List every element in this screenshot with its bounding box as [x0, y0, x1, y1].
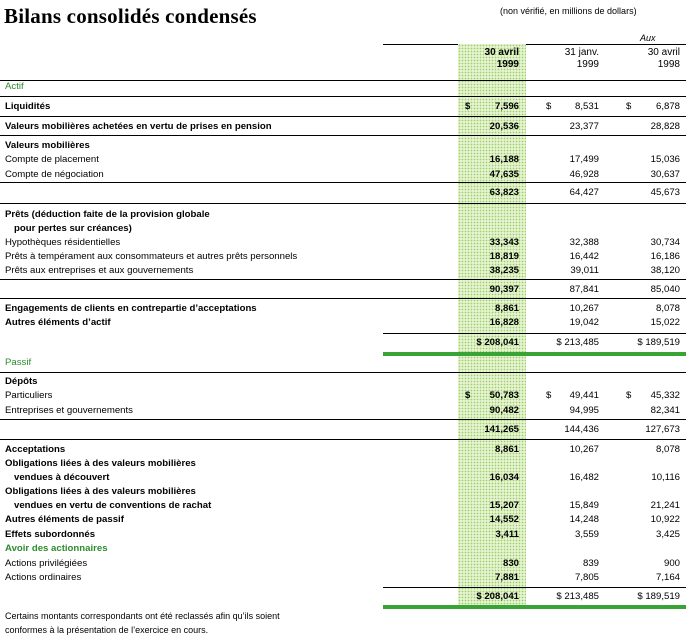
cell-value: 8,861: [494, 303, 519, 314]
cell-value: 14,552: [489, 514, 519, 525]
cell-value: 90,482: [489, 405, 519, 416]
row-label: Avoir des actionnaires: [5, 543, 108, 554]
section-heading: [0, 80, 696, 94]
row-label: Entreprises et gouvernements: [5, 405, 133, 416]
table-rule: [0, 203, 686, 204]
cell-value: 7,805: [574, 572, 599, 583]
table-rule: [0, 96, 686, 97]
table-row: [0, 571, 696, 585]
table-rule: [383, 333, 686, 334]
cell-value: 10,116: [651, 472, 680, 483]
currency-symbol: $: [626, 101, 632, 112]
table-row: [0, 139, 696, 153]
table-rule: [0, 298, 686, 299]
cell-value: 7,596: [494, 101, 519, 112]
table-row: [0, 316, 696, 330]
row-label: Compte de placement: [5, 154, 99, 165]
cell-value: 6,878: [655, 101, 680, 112]
row-label: Prêts (déduction faite de la provision globale: [5, 209, 210, 220]
section-heading: [0, 356, 696, 370]
cell-value: 141,265: [484, 424, 519, 435]
cell-value: 39,011: [570, 265, 599, 276]
table-row: [0, 208, 696, 222]
row-label: Obligations liées à des valeurs mobilières: [5, 458, 196, 469]
footnote-line-1: Certains montants correspondants ont été reclassés afin qu’ils soient: [5, 611, 280, 621]
cell-value: 63,823: [489, 187, 519, 198]
cell-value: 15,036: [650, 154, 680, 165]
cell-value: 50,783: [489, 390, 519, 401]
cell-value: $ 213,485: [556, 591, 599, 602]
section-heading: [0, 542, 696, 556]
table-row: [0, 389, 696, 403]
row-label: Effets subordonnés: [5, 529, 96, 540]
table-rule: [0, 279, 686, 280]
cell-value: 15,022: [650, 317, 680, 328]
cell-value: 30,637: [650, 169, 680, 180]
table-row: [0, 590, 696, 604]
cell-value: 18,819: [489, 251, 519, 262]
cell-value: 14,248: [569, 514, 599, 525]
table-row: [0, 485, 696, 499]
cell-value: 127,673: [645, 424, 680, 435]
row-label: Hypothèques résidentielles: [5, 237, 121, 248]
table-row: [0, 471, 696, 485]
row-label: Actions ordinaires: [5, 572, 82, 583]
table-row: [0, 423, 696, 437]
table-row: [0, 222, 696, 236]
table-row: [0, 443, 696, 457]
table-rule: [383, 587, 686, 588]
column-header-1: 30 avril 1999: [484, 47, 519, 70]
column-header-3: 30 avril 1998: [647, 47, 680, 70]
cell-value: 16,482: [569, 472, 599, 483]
cell-value: 33,343: [489, 237, 519, 248]
table-row: [0, 336, 696, 350]
row-label: Autres éléments d’actif: [5, 317, 111, 328]
table-row: [0, 236, 696, 250]
cell-value: 15,849: [569, 500, 599, 511]
row-label: Autres éléments de passif: [5, 514, 124, 525]
row-label: Actif: [5, 81, 24, 92]
row-label: Actions privilégiées: [5, 558, 88, 569]
table-row: [0, 250, 696, 264]
currency-symbol: $: [465, 101, 471, 112]
row-label: Engagements de clients en contrepartie d’acceptations: [5, 303, 257, 314]
row-label: pour pertes sur créances): [14, 223, 132, 234]
row-label: Prêts à tempérament aux consommateurs et autres prêts personnels: [5, 251, 298, 262]
table-rule: [0, 116, 686, 117]
cell-value: 8,078: [655, 303, 680, 314]
table-row: [0, 404, 696, 418]
cell-value: 3,425: [655, 529, 680, 540]
table-row: [0, 100, 696, 114]
table-rule: [0, 372, 686, 373]
table-row: [0, 557, 696, 571]
cell-value: 64,427: [569, 187, 599, 198]
table-row: [0, 120, 696, 134]
cell-value: 17,499: [569, 154, 599, 165]
cell-value: 839: [582, 558, 599, 569]
row-label: Liquidités: [5, 101, 51, 112]
units-note: (non vérifié, en millions de dollars): [500, 6, 637, 16]
table-row: [0, 457, 696, 471]
cell-value: 16,186: [650, 251, 680, 262]
cell-value: 10,922: [650, 514, 680, 525]
currency-symbol: $: [465, 390, 471, 401]
row-label: Obligations liées à des valeurs mobilières: [5, 486, 196, 497]
table-row: [0, 302, 696, 316]
cell-value: 38,235: [489, 265, 519, 276]
table-row: [0, 528, 696, 542]
cell-value: 7,881: [494, 572, 519, 583]
table-rule: [0, 135, 686, 136]
table-rule: [0, 182, 686, 183]
row-label: Prêts aux entreprises et aux gouvernements: [5, 265, 194, 276]
cell-value: 8,531: [574, 101, 599, 112]
cell-value: $ 189,519: [637, 337, 680, 348]
cell-value: 16,034: [489, 472, 519, 483]
cell-value: $ 213,485: [556, 337, 599, 348]
cell-value: 32,388: [569, 237, 599, 248]
row-label: Dépôts: [5, 376, 38, 387]
cell-value: 49,441: [569, 390, 599, 401]
cell-value: 85,040: [650, 284, 680, 295]
currency-symbol: $: [546, 390, 552, 401]
cell-value: 144,436: [564, 424, 599, 435]
currency-symbol: $: [626, 390, 632, 401]
column-header-2: 31 janv. 1999: [564, 47, 599, 70]
cell-value: 7,164: [655, 572, 680, 583]
cell-value: 38,120: [650, 265, 680, 276]
cell-value: $ 208,041: [476, 591, 519, 602]
cell-value: 21,241: [650, 500, 680, 511]
cell-value: 30,734: [650, 237, 680, 248]
row-label: Passif: [5, 357, 32, 368]
header-rule: [383, 44, 686, 45]
cell-value: 3,411: [495, 529, 519, 540]
cell-value: 23,377: [569, 121, 599, 132]
cell-value: 90,397: [489, 284, 519, 295]
cell-value: 830: [502, 558, 519, 569]
total-double-rule: [383, 605, 686, 609]
aux-label: Aux: [640, 33, 656, 43]
currency-symbol: $: [546, 101, 552, 112]
cell-value: 8,078: [655, 444, 680, 455]
cell-value: 45,332: [650, 390, 680, 401]
cell-value: 82,341: [650, 405, 680, 416]
cell-value: 47,635: [489, 169, 519, 180]
row-label: Valeurs mobilières achetées en vertu de prises en pension: [5, 121, 272, 132]
row-label: vendues en vertu de conventions de rachat: [14, 500, 212, 511]
cell-value: 19,042: [569, 317, 599, 328]
footnote-line-2: conformes à la présentation de l’exercice en cours.: [5, 625, 209, 635]
cell-value: 15,207: [489, 500, 519, 511]
cell-value: 45,673: [650, 187, 680, 198]
cell-value: 16,828: [489, 317, 519, 328]
row-label: vendues à découvert: [14, 472, 110, 483]
cell-value: 94,995: [569, 405, 599, 416]
cell-value: 10,267: [569, 303, 599, 314]
cell-value: 46,928: [569, 169, 599, 180]
cell-value: 28,828: [650, 121, 680, 132]
cell-value: 16,188: [489, 154, 519, 165]
cell-value: $ 189,519: [637, 591, 680, 602]
table-row: [0, 499, 696, 513]
row-label: Valeurs mobilières: [5, 140, 90, 151]
table-row: [0, 513, 696, 527]
cell-value: 3,559: [574, 529, 599, 540]
table-row: [0, 186, 696, 200]
table-rule: [0, 419, 686, 420]
cell-value: 8,861: [494, 444, 519, 455]
table-row: [0, 375, 696, 389]
table-row: [0, 283, 696, 297]
cell-value: 10,267: [569, 444, 599, 455]
cell-value: 87,841: [569, 284, 599, 295]
row-label: Particuliers: [5, 390, 53, 401]
table-rule: [0, 439, 686, 440]
table-row: [0, 168, 696, 182]
table-row: [0, 153, 696, 167]
row-label: Compte de négociation: [5, 169, 104, 180]
row-label: Acceptations: [5, 444, 66, 455]
cell-value: 20,536: [489, 121, 519, 132]
table-row: [0, 264, 696, 278]
cell-value: $ 208,041: [476, 337, 519, 348]
page-title: Bilans consolidés condensés: [4, 4, 257, 28]
cell-value: 16,442: [569, 251, 599, 262]
cell-value: 900: [663, 558, 680, 569]
